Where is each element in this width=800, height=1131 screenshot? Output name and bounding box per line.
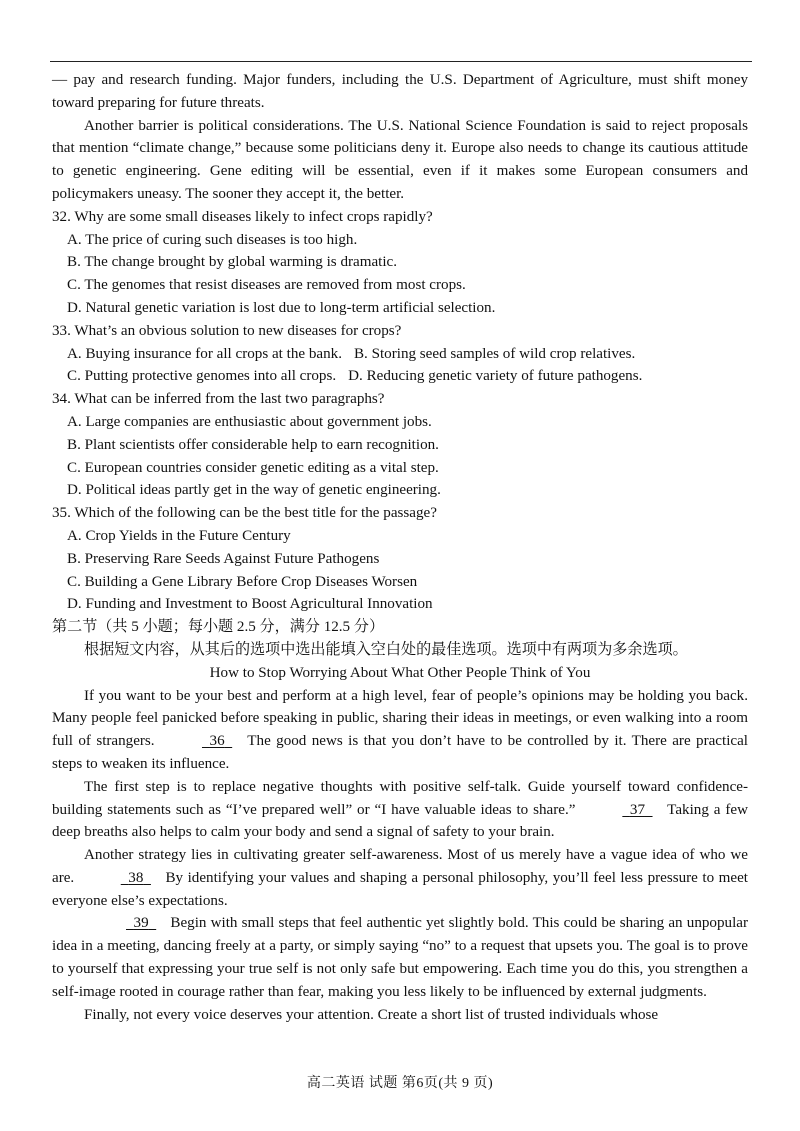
option-d: D. Reducing genetic variety of future pathogens. xyxy=(348,368,643,385)
blank-36: 36 xyxy=(209,733,225,750)
page-content xyxy=(52,69,748,1026)
paragraph-text: Taking a few deep breaths also helps to calm your body and send a signal of safety to your brain. xyxy=(52,801,748,841)
option-c: C. European countries consider genetic editing as a vital step. xyxy=(67,459,439,476)
blank-38: 38 xyxy=(128,869,144,886)
top-rule xyxy=(50,61,752,62)
option-b: B. Storing seed samples of wild crop relatives. xyxy=(353,345,636,362)
option-d: D. Natural genetic variation is lost due to long-term artificial selection. xyxy=(67,299,496,316)
paragraph-text: Another strategy lies in cultivating greater self-awareness. Most of us merely have a vague idea of who we are. xyxy=(52,847,748,886)
passage-paragraph xyxy=(52,776,748,844)
option-c: C. Building a Gene Library Before Crop Diseases Worsen xyxy=(67,573,418,590)
option-b: B. Preserving Rare Seeds Against Future Pathogens xyxy=(67,550,380,567)
section-heading: 第二节（共 5 小题；每小题 2.5 分，满分 12.5 分） xyxy=(52,619,385,636)
option-c: C. The genomes that resist diseases are removed from most crops. xyxy=(67,277,466,294)
passage-paragraph xyxy=(52,844,748,912)
option-a: A. Buying insurance for all crops at the bank. xyxy=(67,345,342,362)
paragraph-text: By identifying your values and shaping a personal philosophy, you’ll feel less pressure to meet everyone else’s expectations. xyxy=(52,869,748,909)
blank-37: 37 xyxy=(629,801,645,818)
question-34 xyxy=(52,388,748,502)
page-footer: 高二英语 试题 第6页(共 9 页) xyxy=(306,1076,494,1091)
passage-paragraph: — pay and research funding. Major funders, including the U.S. Department of Agriculture, must shift money toward preparing for future threats. xyxy=(52,72,748,111)
option-c: C. Putting protective genomes into all crops. xyxy=(67,368,337,385)
passage-paragraph xyxy=(52,685,748,776)
paragraph-text: Begin with small steps that feel authentic yet slightly bold. This could be sharing an unpopular idea in a meeting, dancing freely at a party, or simply saying “no” to a request that upsets you. The goal is to prove to yourself that expressing your true self is not only safe but empowering. Each time you do this, you strengthen a self-image rooted in courage rather than fear, making you less likely to be influenced by external judgments. xyxy=(52,915,748,1000)
question-33 xyxy=(52,320,748,388)
passage-paragraph xyxy=(52,912,748,1003)
section-instruction: 根据短文内容，从其后的选项中选出能填入空白处的最佳选项。选项中有两项为多余选项。 xyxy=(84,641,688,658)
option-a: A. Crop Yields in the Future Century xyxy=(67,527,291,544)
paragraph-text: The good news is that you don’t have to be controlled by it. There are practical steps to weaken its influence. xyxy=(52,733,748,772)
option-b: B. Plant scientists offer considerable help to earn recognition. xyxy=(67,436,439,453)
question-stem: 34. What can be inferred from the last two paragraphs? xyxy=(52,391,385,408)
paragraph-text: If you want to be your best and perform at a high level, fear of people’s opinions may be holding you back. Many people feel panicked before speaking in public, sharing their ideas in meetings, or even walking into a room full of strangers. xyxy=(52,687,748,750)
option-b: B. The change brought by global warming is dramatic. xyxy=(67,254,398,271)
option-row xyxy=(67,365,748,388)
option-row xyxy=(67,343,748,366)
option-d: D. Political ideas partly get in the way of genetic engineering. xyxy=(67,482,441,499)
paragraph-text: The first step is to replace negative thoughts with positive self-talk. Guide yourself toward confidence-building statements such as “I’ve prepared well” or “I have valuable ideas to share.” xyxy=(52,778,748,818)
option-a: A. Large companies are enthusiastic about government jobs. xyxy=(67,413,432,430)
question-35 xyxy=(52,502,748,616)
blank-39: 39 xyxy=(133,915,149,932)
question-32 xyxy=(52,206,748,320)
passage-paragraph: Finally, not every voice deserves your attention. Create a short list of trusted individuals whose xyxy=(84,1006,659,1023)
option-a: A. The price of curing such diseases is too high. xyxy=(67,231,358,248)
question-stem: 32. Why are some small diseases likely to infect crops rapidly? xyxy=(52,208,433,225)
passage-title: How to Stop Worrying About What Other People Think of You xyxy=(209,664,591,681)
question-stem: 33. What’s an obvious solution to new diseases for crops? xyxy=(52,322,402,339)
option-d: D. Funding and Investment to Boost Agricultural Innovation xyxy=(67,596,433,613)
passage-paragraph: Another barrier is political considerations. The U.S. National Science Foundation is said to reject proposals that mention “climate change,” because some politicians deny it. Europe also needs to change its cautious attitude to genetic engineering. Gene editing will be essential, even if it makes some European consumers and policymakers uneasy. The sooner they accept it, the better. xyxy=(52,117,748,202)
question-stem: 35. Which of the following can be the best title for the passage? xyxy=(52,505,437,522)
